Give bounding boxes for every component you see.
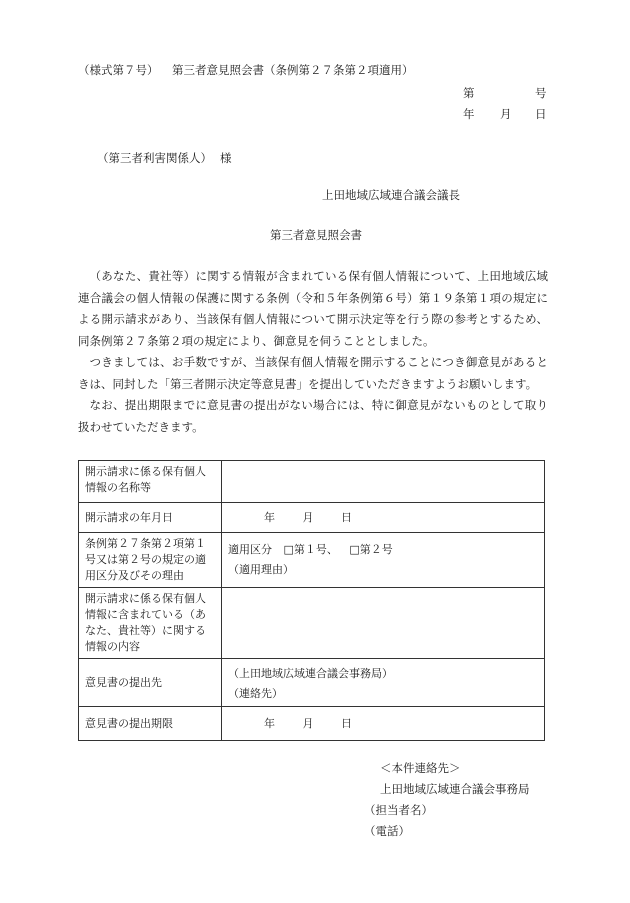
sender: 上田地域広域連合議会議長 [322,188,460,202]
table-row [79,588,545,659]
body-paragraph-2: つきましては、お手数ですが、当該保有個人情報を開示することにつき御意見があるときは、同封した「第三者開示決定等意見書」を提出していただきますようお願いします。 [78,355,548,391]
application-reason: （適用理由） [228,563,294,576]
deadline-month: 月 [302,716,314,730]
date-month: 月 [500,107,512,121]
contact-office: 上田地域広域連合議会事務局 [380,782,530,796]
form-number: （様式第７号） [78,63,159,77]
table-row [79,707,545,741]
recipient-honorific: 様 [220,151,232,165]
table-row [79,503,545,533]
submission-office: （上田地域広域連合議会事務局） [228,667,393,680]
doc-number-prefix: 第 [463,86,475,100]
deadline-year: 年 [264,716,275,730]
info-table [78,460,545,741]
body-paragraph-3: なお、提出期限までに意見書の提出がない場合には、特に御意見がないものとして取り扱わせていただきます。 [78,398,548,434]
request-date-year: 年 [264,510,275,524]
value-request-date[interactable] [222,503,545,533]
label-request-date: 開示請求の年月日 [79,503,222,533]
date-day: 日 [535,107,547,121]
form-title: 第三者意見照会書（条例第２７条第２項適用） [172,63,414,77]
value-submission-destination [222,659,545,707]
label-request-info-name: 開示請求に係る保有個人情報の名称等 [79,461,222,503]
doc-number-suffix: 号 [535,86,547,100]
request-date-month: 月 [302,510,314,524]
option-item-1-checkbox[interactable]: □第１号、 [283,543,338,556]
value-request-info-name[interactable] [222,461,545,503]
table-row [79,659,545,707]
label-info-content: 開示請求に係る保有個人情報に含まれている（あなた、貴社等）に関する情報の内容 [79,588,222,659]
deadline-day: 日 [341,716,352,730]
submission-contact: （連絡先） [228,687,283,700]
contact-heading: ＜本件連絡先＞ [380,761,461,775]
option-item-2-checkbox[interactable]: □第２号 [349,543,393,556]
date-year: 年 [463,107,475,121]
table-row [79,533,545,588]
value-info-content[interactable] [222,588,545,659]
table-row [79,461,545,503]
contact-phone: （電話） [364,824,410,838]
body-paragraph-1: （あなた、貴社等）に関する情報が含まれている保有個人情報について、上田地域広域連合議会の個人情報の保護に関する条例（令和５年条例第６号）第１９条第１項の規定による開示請求があり、当該保有個人情報について開示決定等を行う際の参考とするため、同条例第２７条第２項の規定により、御意見を伺うこととしました。 [78,269,548,348]
label-applicable-category: 条例第２７条第２項第１号又は第２号の規定の適用区分及びその理由 [79,533,222,588]
contact-person: （担当者名） [364,803,433,817]
document-title: 第三者意見照会書 [270,228,362,242]
value-submission-deadline[interactable] [222,707,545,741]
value-applicable-category [222,533,545,588]
category-label: 適用区分 [228,543,272,556]
label-submission-deadline: 意見書の提出期限 [79,707,222,741]
label-submission-destination: 意見書の提出先 [79,659,222,707]
request-date-day: 日 [341,510,352,524]
recipient-name: （第三者利害関係人） [97,151,212,165]
